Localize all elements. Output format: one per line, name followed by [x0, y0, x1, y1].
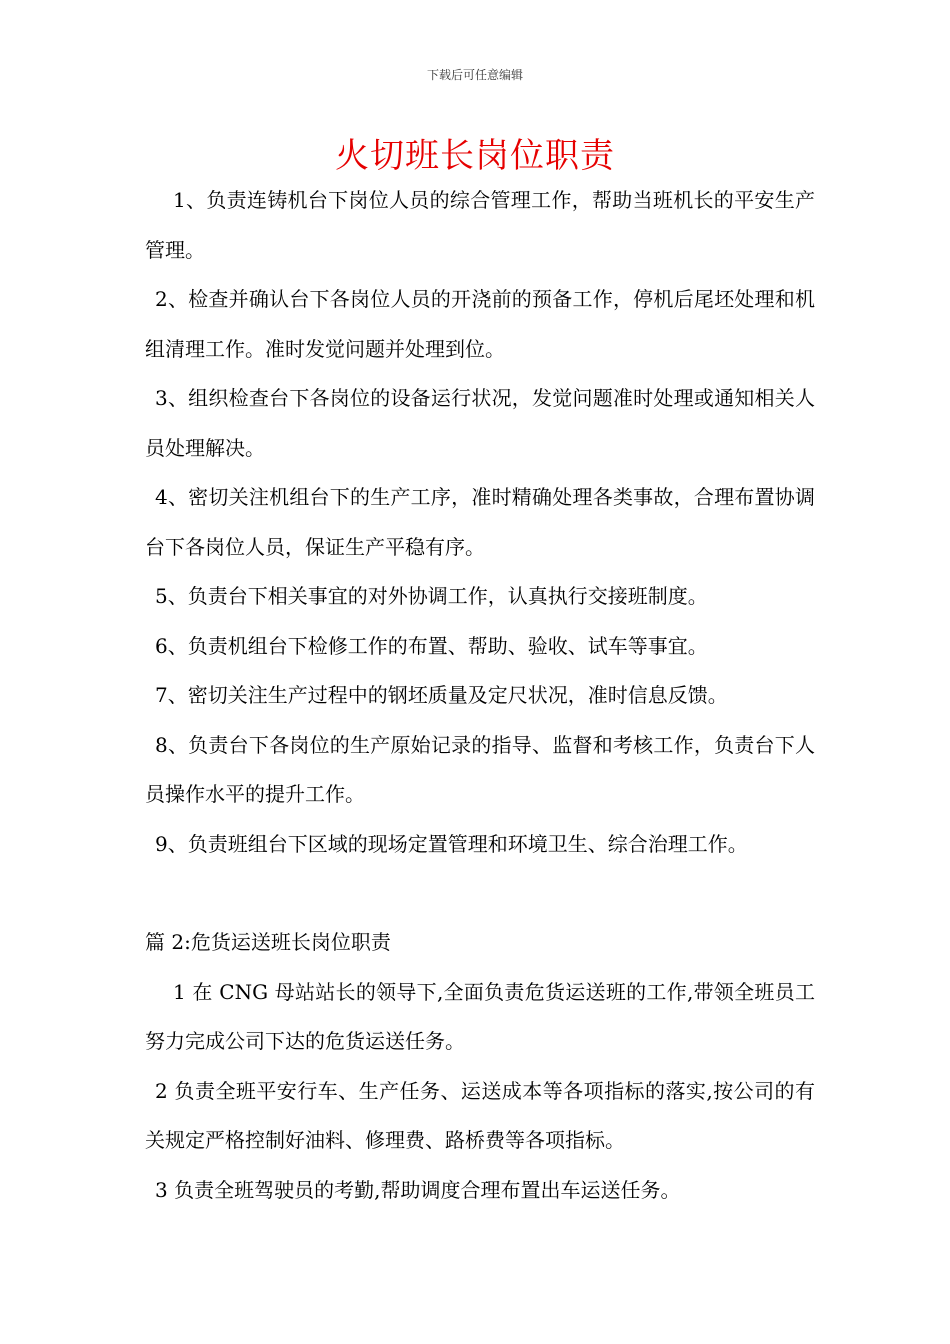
page-title: 火切班长岗位职责	[335, 136, 615, 176]
section-2-heading: 篇 2:危货运送班长岗位职责	[145, 930, 391, 954]
section-2-item-3: 3 负责全班驾驶员的考勤,帮助调度合理布置出车运送任务。	[155, 1177, 681, 1202]
section-2-item-2: 2 负责全班平安行车、生产任务、运送成本等各项指标的落实,按公司的有关规定严格控制好油料、修理费、路桥费等各项指标。	[145, 1078, 815, 1152]
header-note: 下载后可任意编辑	[426, 68, 523, 82]
duty-item-6: 6、负责机组台下检修工作的布置、帮助、验收、试车等事宜。	[155, 633, 708, 658]
duty-item-4: 4、密切关注机组台下的生产工序，准时精确处理各类事故，合理布置协调台下各岗位人员，保证生产平稳有序。	[145, 485, 815, 559]
document-body	[145, 176, 815, 1215]
duty-item-2: 2、检查并确认台下各岗位人员的开浇前的预备工作，停机后尾坯处理和机组清理工作。准时发觉问题并处理到位。	[145, 287, 815, 361]
duty-item-3: 3、组织检查台下各岗位的设备运行状况，发觉问题准时处理或通知相关人员处理解决。	[145, 386, 815, 460]
duty-item-5: 5、负责台下相关事宜的对外协调工作，认真执行交接班制度。	[155, 584, 708, 608]
duty-item-9: 9、负责班组台下区域的现场定置管理和环境卫生、综合治理工作。	[155, 831, 748, 856]
section-spacer	[145, 869, 815, 918]
duty-item-1: 1、负责连铸机台下岗位人员的综合管理工作，帮助当班机长的平安生产管理。	[145, 188, 815, 262]
section-2-item-1: 1 在 CNG 母站站长的领导下,全面负责危货运送班的工作,带领全班员工努力完成公司下达的危货运送任务。	[145, 979, 815, 1053]
duty-item-7: 7、密切关注生产过程中的钢坯质量及定尺状况，准时信息反馈。	[155, 683, 728, 707]
duty-item-8: 8、负责台下各岗位的生产原始记录的指导、监督和考核工作，负责台下人员操作水平的提升工作。	[145, 732, 815, 806]
